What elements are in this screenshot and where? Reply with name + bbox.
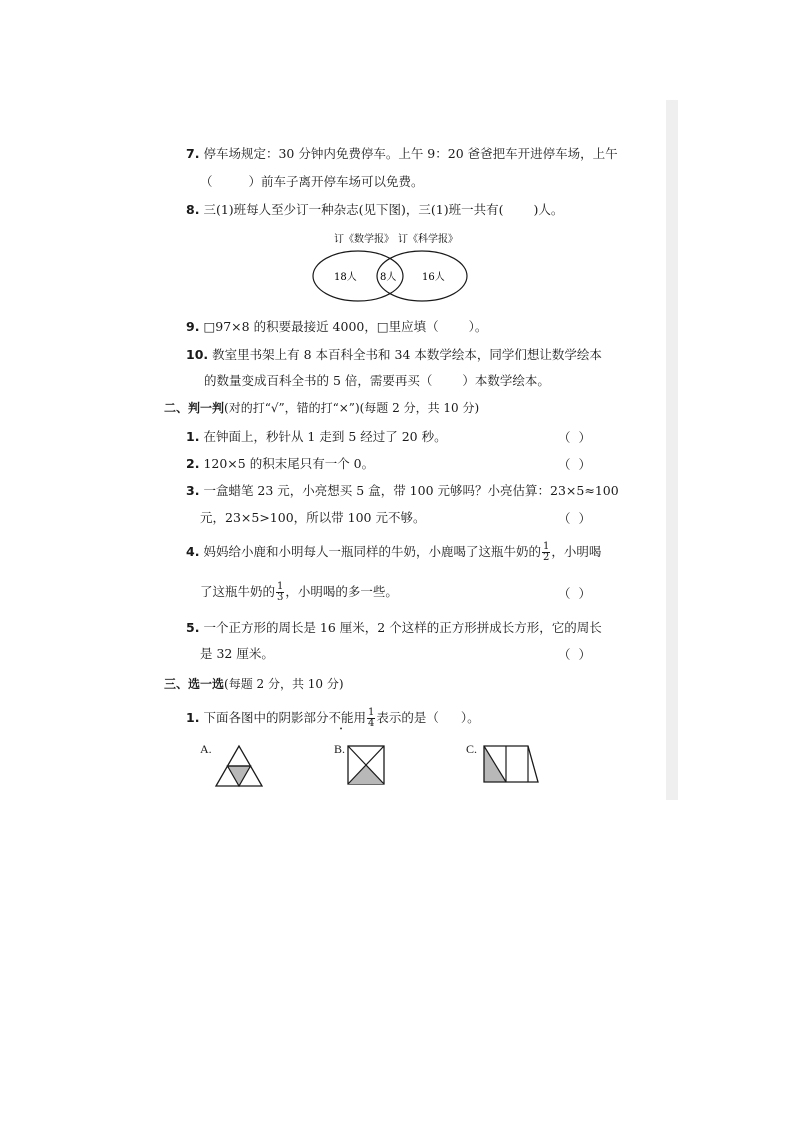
question-text: 的数量变成百科全书的 5 倍，需要再买（ [204,373,433,388]
question-number: 9. [186,319,200,334]
question-text: 了这瓶牛奶的 [200,584,276,599]
question-text: 一个正方形的周长是 16 厘米，2 个这样的正方形拼成长方形，它的周长 [203,620,602,635]
judge-1 [186,428,447,446]
judge-4-line-1 [186,542,601,563]
venn-diagram [300,228,480,304]
option-b-label[interactable]: B. [334,742,346,756]
judge-4-answer[interactable]: （ ） [558,586,592,601]
question-text: ）。 [468,319,488,334]
judge-3-answer[interactable]: （ ） [558,511,592,526]
judge-5-answer[interactable]: （ ） [558,647,592,662]
question-number: 5. [186,620,200,635]
question-text: 三(1)班每人至少订一种杂志(见下图)，三(1)班一共有( [203,202,504,217]
question-text: 下面各图中的阴影部分 [203,710,329,725]
question-text: ，小明喝 [551,544,602,559]
fraction-one-quarter: $\frac{1}{4}$ [368,707,375,729]
question-number: 10. [186,347,209,362]
section-note: (对的打“√”，错的打“×”)(每题 2 分，共 10 分) [224,401,480,415]
question-number: 7. [186,146,200,161]
question-text: 表示的是（ [376,710,439,725]
option-a-label[interactable]: A. [200,742,212,756]
question-text: 妈妈给小鹿和小明每人一瓶同样的牛奶，小鹿喝了这瓶牛奶的 [203,544,541,559]
question-text: ）。 [460,710,480,725]
judge-3-line-2 [200,509,425,527]
venn-label-left: 订《数学报》 [334,234,394,245]
question-text: 教室里书架上有 8 本百科全书和 34 本数学绘本，同学们想让数学绘本 [212,347,602,362]
paper-edge-shadow [666,100,678,800]
question-text: 120×5 的积末尾只有一个 0。 [203,456,375,471]
section-note: (每题 2 分，共 10 分) [224,677,344,691]
question-8 [186,201,563,219]
judge-3-line-1 [186,482,619,500]
question-text: 在钟面上，秒针从 1 走到 5 经过了 20 秒。 [203,429,447,444]
question-number: 1. [186,710,200,725]
venn-overlap-count: 8人 [380,272,397,283]
question-text: 一盒蜡笔 23 元，小亮想买 5 盒，带 100 元够吗？小亮估算：23×5≈100 [203,483,619,498]
question-number: 2. [186,456,200,471]
question-text: 停车场规定：30 分钟内免费停车。上午 9：20 爸爸把车开进停车场，上午 [203,146,618,161]
section-3-heading [164,675,344,693]
judge-5-line-1 [186,619,602,637]
venn-left-count: 18人 [334,272,357,283]
question-7-line-2 [200,173,424,191]
choice-1 [186,708,480,729]
question-number: 8. [186,202,200,217]
shaded-region [228,766,251,786]
question-7-line-1 [186,145,618,163]
question-number: 1. [186,429,200,444]
question-text: □97×8 的积要最接近 4000，□里应填（ [203,319,439,334]
question-text: ）前车子离开停车场可以免费。 [248,174,424,189]
question-number: 4. [186,544,200,559]
judge-2-answer[interactable]: （ ） [558,457,592,472]
judge-5-line-2 [200,645,274,663]
section-2-heading [164,399,479,417]
option-b-square-figure[interactable] [346,744,386,786]
section-title: 三、选一选 [164,677,225,691]
question-text: )人。 [533,202,564,217]
judge-1-answer[interactable]: （ ） [558,430,592,445]
shaded-region [348,765,384,784]
option-c-trapezoid-figure[interactable] [480,742,544,786]
fraction-one-third: $\frac{1}{3}$ [277,581,284,603]
question-number: 3. [186,483,200,498]
question-text: ）本数学绘本。 [462,373,550,388]
question-10-line-1 [186,346,602,364]
option-c-label[interactable]: C. [466,742,478,756]
question-text: 用 [353,710,366,725]
answer-blank-open: （ [200,174,213,189]
judge-2 [186,455,374,473]
question-text: 是 32 厘米。 [200,646,274,661]
section-title: 二、判一判 [164,401,225,415]
fraction-one-half: $\frac{1}{2}$ [542,541,550,563]
question-10-line-2 [204,372,550,390]
venn-right-count: 16人 [422,272,445,283]
venn-label-right: 订《科学报》 [398,234,458,245]
question-text: ，小明喝的多一些。 [285,584,398,599]
question-text: 元，23×5>100，所以带 100 元不够。 [200,510,426,525]
emphasis-text: 不能 [328,710,354,725]
option-a-triangle-figure[interactable] [214,744,264,788]
judge-4-line-2 [200,582,398,603]
question-9 [186,318,487,336]
